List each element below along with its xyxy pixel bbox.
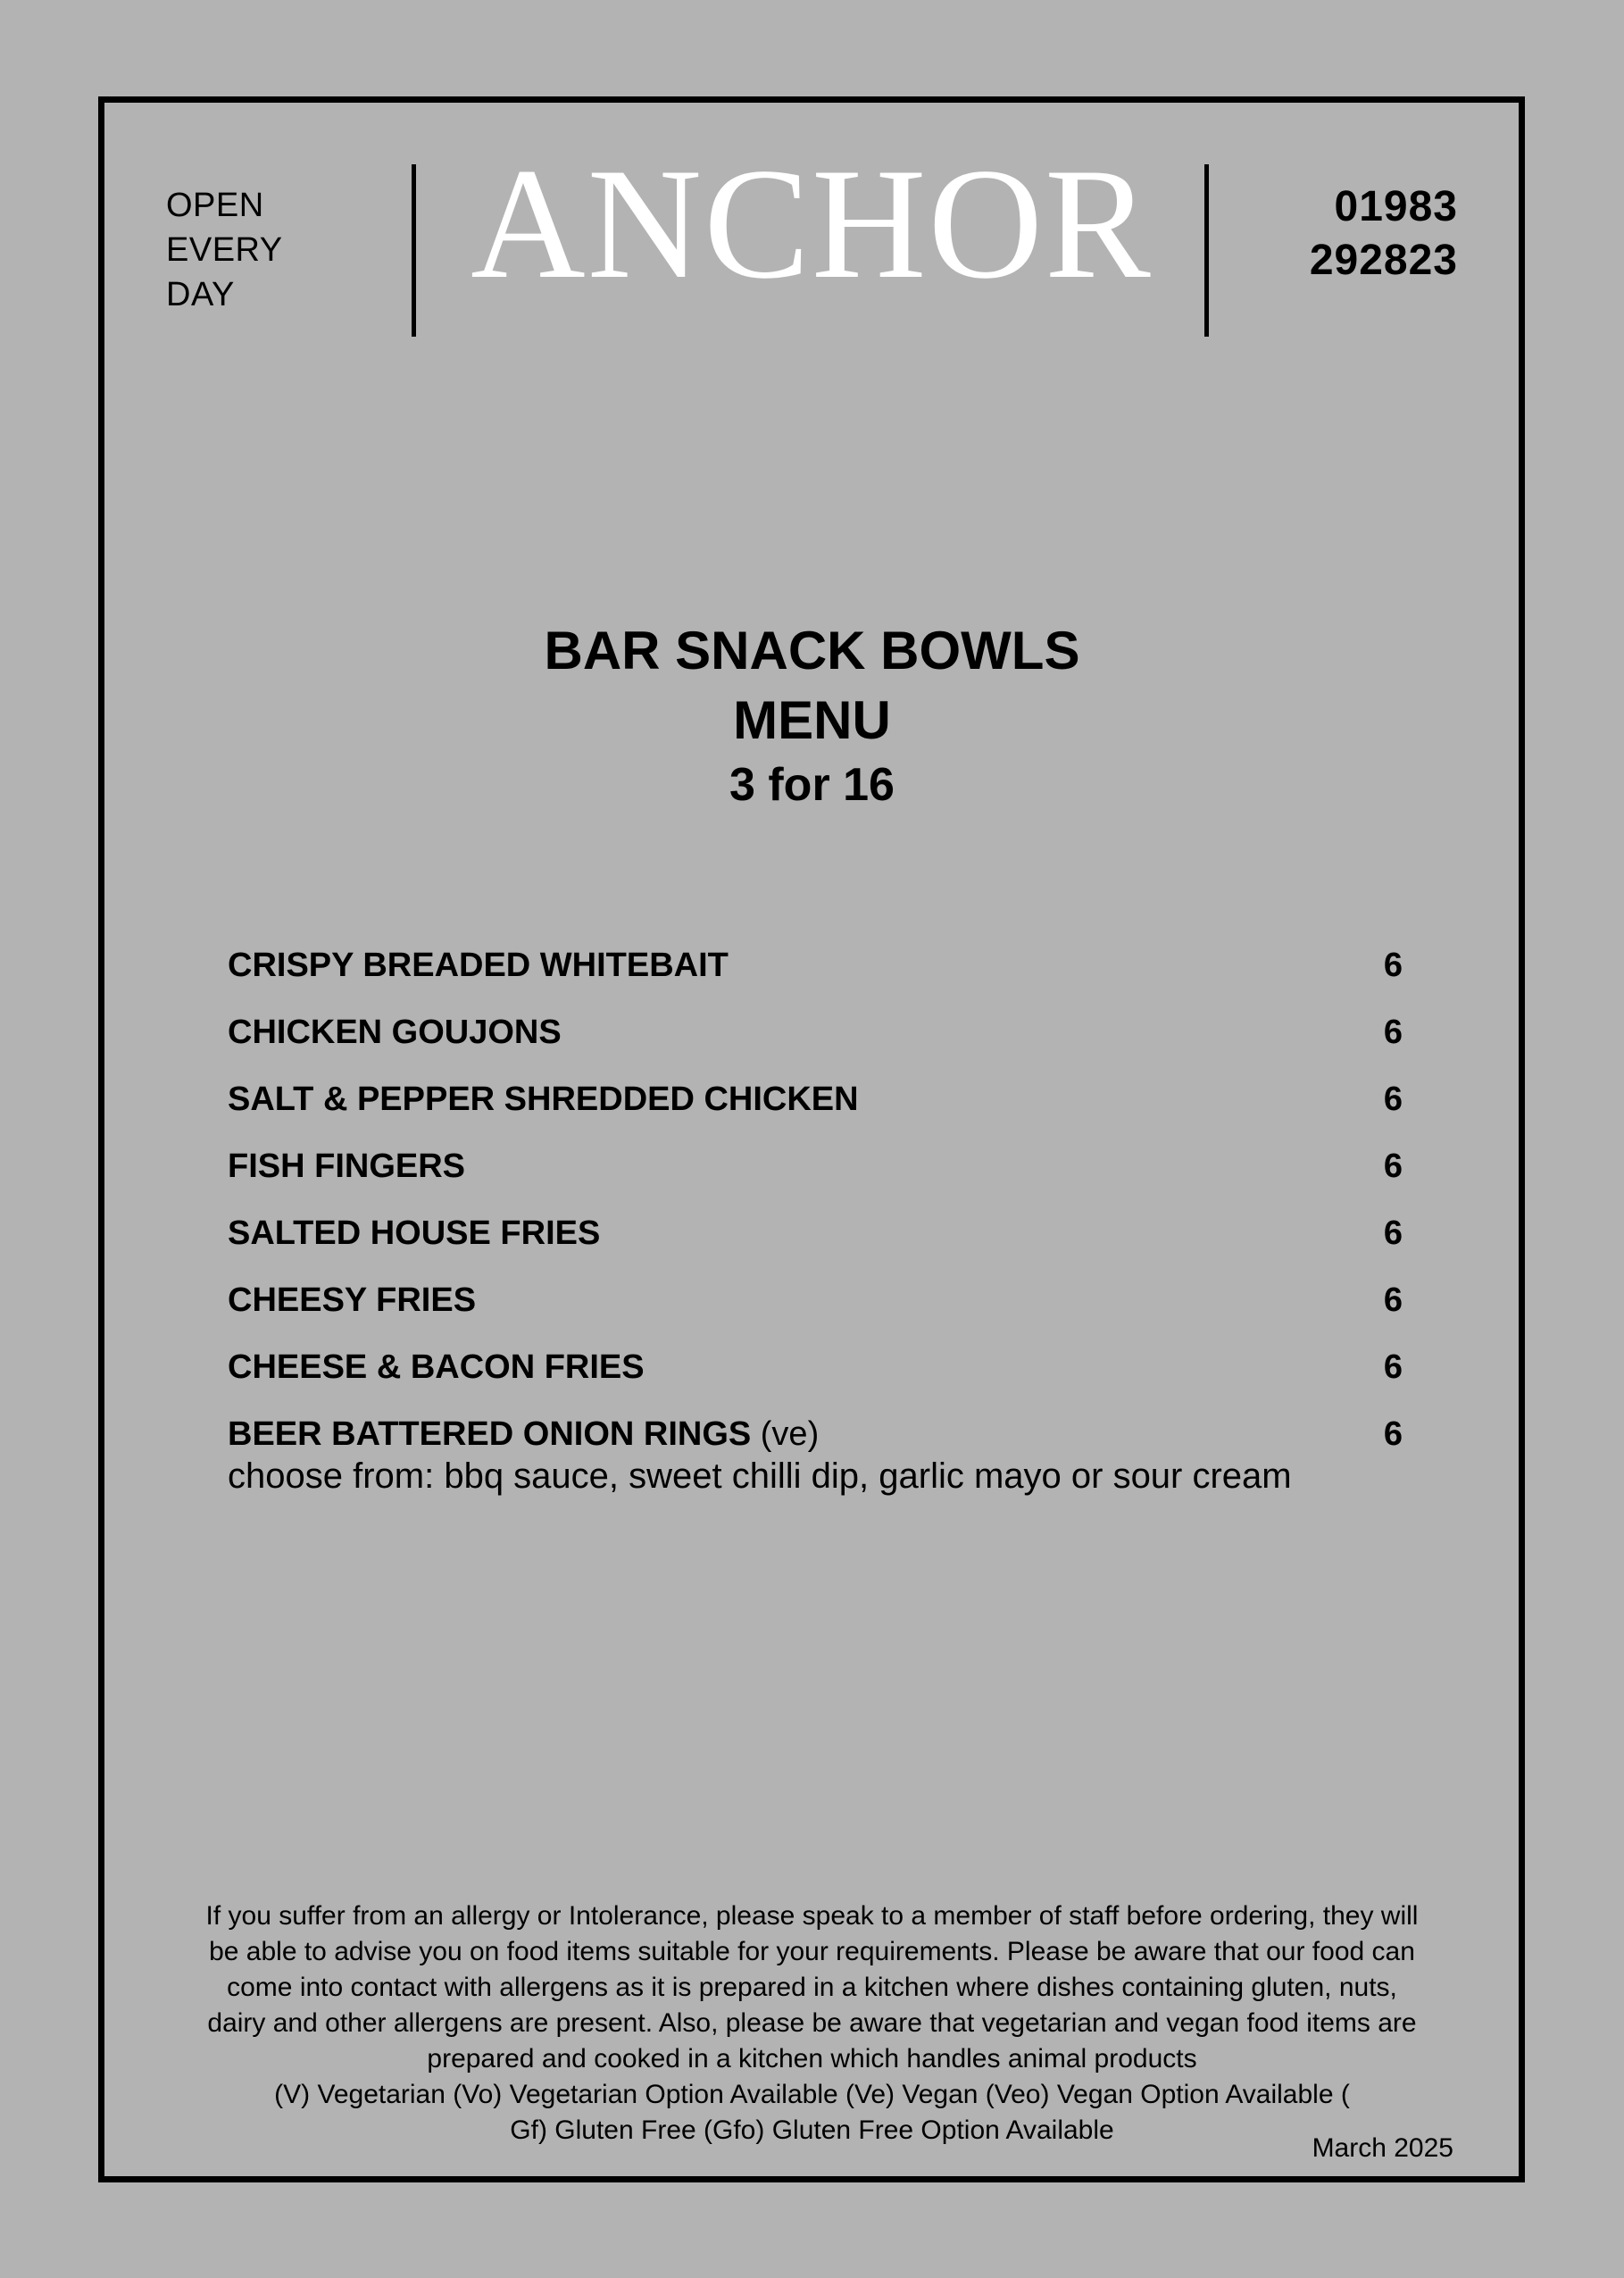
allergy-line: be able to advise you on food items suitable for your requirements. Please be aware that our food can (209, 1937, 1415, 1966)
menu-item-name: BEER BATTERED ONION RINGS (228, 1415, 752, 1453)
menu-item-name: SALTED HOUSE FRIES (228, 1214, 601, 1252)
allergy-line: prepared and cooked in a kitchen which handles animal products (427, 2044, 1197, 2074)
menu-offer: 3 for 16 (729, 759, 895, 811)
logo-divider-right (1204, 164, 1209, 337)
allergy-line: dairy and other allergens are present. Also, please be aware that vegetarian and vegan food items are (207, 2008, 1417, 2038)
menu-item-name: CRISPY BREADED WHITEBAIT (228, 947, 729, 984)
menu-item-price: 6 (1383, 1081, 1403, 1118)
menu-item-price: 6 (1383, 1281, 1403, 1319)
logo-divider-left (412, 164, 416, 337)
menu-item-price: 6 (1383, 1415, 1403, 1453)
open-line-3: DAY (166, 276, 235, 313)
menu-item (228, 936, 1403, 1003)
phone-number (1310, 180, 1458, 288)
phone-line-1: 01983 (1334, 183, 1458, 230)
opening-hours-label (166, 183, 283, 317)
allergy-line: come into contact with allergens as it is prepared in a kitchen where dishes containing gluten, nuts, (227, 1973, 1397, 2002)
menu-item-name: CHICKEN GOUJONS (228, 1014, 562, 1051)
menu-items-list (228, 936, 1403, 1498)
menu-item-name: CHEESE & BACON FRIES (228, 1348, 645, 1386)
menu-item-price: 6 (1383, 1214, 1403, 1252)
allergy-line: If you suffer from an allergy or Intolerance, please speak to a member of staff before ordering, they will (205, 1901, 1419, 1931)
dietary-key-line: (V) Vegetarian (Vo) Vegetarian Option Available (Ve) Vegan (Veo) Vegan Option Available ( (274, 2080, 1350, 2109)
menu-item-name: FISH FINGERS (228, 1147, 466, 1185)
menu-item-price: 6 (1383, 1348, 1403, 1386)
dietary-key-line: Gf) Gluten Free (Gfo) Gluten Free Option Available (510, 2115, 1114, 2145)
phone-line-2: 292823 (1309, 237, 1458, 284)
dip-choice-note: choose from: bbq sauce, sweet chilli dip, garlic mayo or sour cream (228, 1456, 1292, 1496)
open-line-2: EVERY (166, 231, 283, 269)
menu-title: BAR SNACK BOWLS (544, 621, 1080, 680)
menu-item (228, 1405, 1403, 1472)
menu-item-price: 6 (1383, 947, 1403, 984)
menu-item-price: 6 (1383, 1147, 1403, 1185)
anchor-logo: ANCHOR (471, 135, 1153, 312)
menu-date: March 2025 (1312, 2133, 1453, 2163)
menu-item (228, 1137, 1403, 1204)
menu-item-dietary-tag: (ve) (760, 1415, 820, 1453)
allergy-notice (134, 1898, 1490, 2149)
menu-subtitle: MENU (733, 690, 891, 750)
menu-item (228, 1271, 1403, 1338)
menu-item (228, 1003, 1403, 1070)
menu-heading (0, 616, 1624, 816)
menu-item (228, 1338, 1403, 1405)
open-line-1: OPEN (166, 187, 264, 224)
menu-item (228, 1204, 1403, 1271)
menu-item-price: 6 (1383, 1014, 1403, 1051)
menu-item-name: CHEESY FRIES (228, 1281, 477, 1319)
menu-item-name: SALT & PEPPER SHREDDED CHICKEN (228, 1081, 859, 1118)
menu-item (228, 1070, 1403, 1137)
